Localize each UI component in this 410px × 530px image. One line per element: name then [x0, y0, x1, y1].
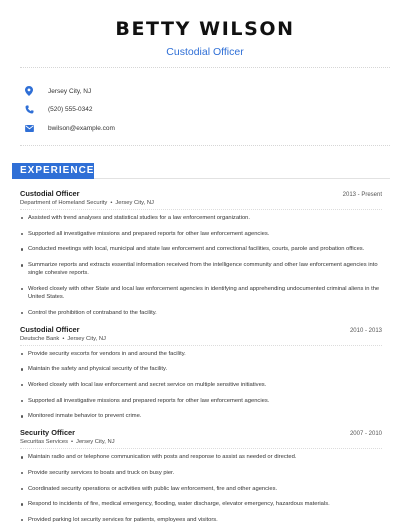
divider — [20, 67, 390, 68]
location-pin-icon — [23, 85, 35, 97]
job-bullet: Summarize reports and extracts essential information received from the intelligence community and other law enforcement agencies into single cohesive reports. — [20, 261, 382, 277]
job-bullet: Maintain the safety and physical security of the facility. — [20, 365, 382, 373]
email-icon — [23, 122, 35, 134]
job-bullet: Worked closely with local law enforcement and secret service on multiple sensitive initiatives. — [20, 381, 382, 389]
job-header — [20, 325, 382, 334]
separator-dot: • — [62, 335, 65, 342]
job-entry — [20, 189, 382, 317]
job-company: Department of Homeland Security — [20, 200, 108, 206]
resume-header — [0, 0, 410, 59]
job-bullet: Conducted meetings with local, municipal and state law enforcement and correctional facilities, courts, parole and probation offices. — [20, 245, 382, 253]
contact-phone — [20, 101, 390, 120]
job-header — [20, 428, 382, 437]
job-bullet: Respond to incidents of fire, medical emergency, flooding, water discharge, elevator emergency, hazardous materials. — [20, 500, 382, 508]
job-role: Security Officer — [20, 428, 76, 438]
job-location: Jersey City, NJ — [67, 335, 106, 342]
phone-icon — [23, 104, 35, 116]
candidate-name: BETTY WILSON — [115, 18, 295, 40]
job-bullet: Worked closely with other State and local law enforcement agencies in identifying and apprehending undocumented criminal aliens in the United States. — [20, 285, 382, 301]
job-divider — [20, 345, 382, 346]
job-company: Securitas Services — [20, 439, 69, 446]
job-bullet: Coordinated security operations or activities with public law enforcement, fire and other agencies. — [20, 485, 382, 493]
job-divider — [20, 448, 382, 449]
job-company-line — [20, 439, 382, 445]
job-role: Custodial Officer — [20, 324, 80, 334]
job-bullets — [20, 453, 382, 524]
contact-email-text: bwilson@example.com — [48, 124, 115, 132]
separator-dot: • — [110, 200, 113, 206]
job-dates: 2010 - 2013 — [349, 327, 382, 334]
contact-email — [20, 119, 390, 138]
job-bullet: Maintain radio and or telephone communication with posts and response to assist as needed or directed. — [20, 453, 382, 461]
job-bullet: Provide security escorts for vendors in and around the facility. — [20, 350, 382, 358]
job-bullet: Provided parking lot security services for patients, employees and visitors. — [20, 516, 382, 524]
job-bullet: Monitored inmate behavior to prevent crime. — [20, 412, 382, 420]
job-entry — [20, 428, 382, 524]
separator-dot: • — [71, 439, 74, 446]
job-bullet: Supported all investigative missions and prepared reports for other law enforcement agencies. — [20, 230, 382, 238]
divider — [20, 145, 390, 146]
job-bullet: Supported all investigative missions and prepared reports for other law enforcement agencies. — [20, 397, 382, 405]
job-header — [20, 189, 382, 198]
job-dates: 2007 - 2010 — [349, 431, 382, 438]
contact-phone-text: (520) 555-0342 — [48, 106, 93, 114]
contact-location-text: Jersey City, NJ — [48, 87, 92, 95]
job-bullets — [20, 214, 382, 317]
job-location: Jersey City, NJ — [76, 439, 115, 446]
section-heading-experience: EXPERIENCE — [12, 163, 94, 179]
job-title: Custodial Officer — [166, 46, 244, 58]
job-dates: 2013 - Present — [342, 192, 382, 198]
section-underline — [94, 178, 390, 179]
job-bullets — [20, 350, 382, 421]
job-bullet: Control the prohibition of contraband to the facility. — [20, 309, 382, 317]
job-entry — [20, 325, 382, 421]
job-location: Jersey City, NJ — [115, 200, 154, 206]
job-company-line — [20, 336, 382, 342]
job-company: Deutsche Bank — [20, 335, 60, 342]
job-divider — [20, 209, 382, 210]
contact-location — [20, 82, 390, 101]
job-role: Custodial Officer — [20, 189, 80, 198]
job-bullet: Provide security services to boats and truck on busy pier. — [20, 469, 382, 477]
contact-list — [20, 82, 390, 138]
job-company-line — [20, 200, 382, 206]
experience-list — [20, 189, 382, 530]
job-bullet: Assisted with trend analyses and statistical studies for a law enforcement organization. — [20, 214, 382, 222]
